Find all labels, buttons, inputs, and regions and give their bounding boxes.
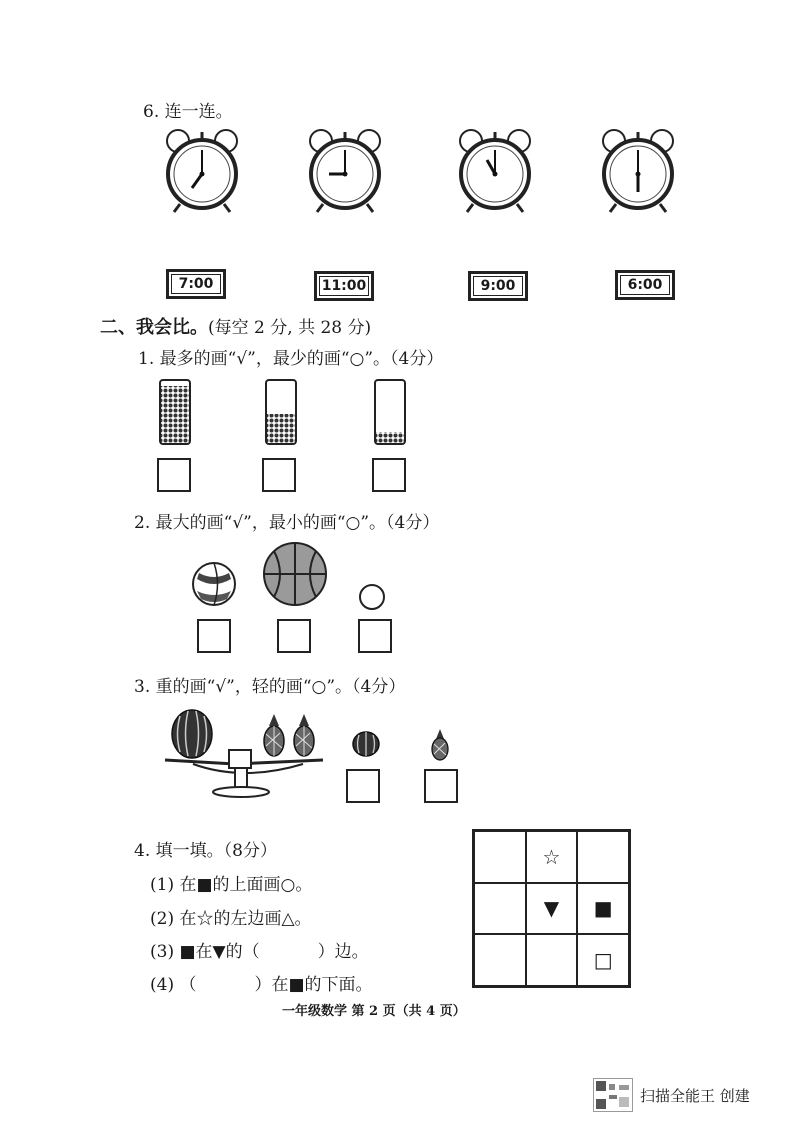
q4-item-text: (2) 在 (150, 909, 197, 929)
answer-box[interactable] (372, 458, 406, 492)
time-label (615, 270, 675, 300)
answer-box[interactable] (157, 458, 191, 492)
section-title: 二、我会比。 (100, 317, 208, 338)
balance-scale-icon (163, 706, 325, 804)
star-symbol: ☆ (196, 909, 214, 929)
answer-box[interactable] (424, 769, 458, 803)
position-grid (472, 829, 631, 988)
answer-box[interactable] (358, 619, 392, 653)
q4-item-text: (4) （ (150, 975, 197, 995)
q4-item-text: (1) 在 (150, 875, 197, 895)
qr-code-icon (593, 1078, 633, 1112)
time-text: 6:00 (620, 275, 670, 295)
small-pineapple-icon (430, 727, 450, 765)
q1-label: 1. 最多的画“√”，最少的画“○”。（4分） (138, 349, 444, 369)
time-label (166, 269, 226, 299)
answer-box[interactable] (197, 619, 231, 653)
q4-item-text: (3) (150, 942, 180, 962)
q2-label: 2. 最大的画“√”，最小的画“○”。（4分） (134, 513, 440, 533)
time-label (314, 271, 374, 301)
grid-cell[interactable] (474, 831, 526, 883)
basketball-icon (262, 541, 328, 611)
watermark-text: 扫描全能王 创建 (640, 1087, 750, 1105)
q4-item-text: 的上面画○。 (212, 875, 313, 895)
alarm-clock-icon (162, 126, 242, 216)
small-watermelon-icon (351, 730, 381, 762)
q4-item-text: 在▼的（ (195, 942, 260, 962)
grid-cell-square[interactable]: ■ (577, 883, 629, 935)
q4-item (150, 904, 312, 929)
q4-item (150, 937, 369, 962)
answer-box[interactable] (346, 769, 380, 803)
beaker-low-icon (373, 378, 407, 450)
time-text: 7:00 (171, 274, 221, 294)
q4-item-text: ）边。 (317, 942, 369, 962)
answer-box[interactable] (262, 458, 296, 492)
answer-box[interactable] (277, 619, 311, 653)
beach-ball-icon (191, 561, 237, 611)
grid-cell[interactable] (474, 934, 526, 986)
q4-label: 4. 填一填。（8分） (134, 841, 277, 861)
time-text: 9:00 (473, 276, 523, 296)
small-ball-icon (358, 583, 386, 615)
q6-label: 6. 连一连。 (143, 102, 233, 122)
alarm-clock-icon (598, 126, 678, 216)
q4-item-text: 的左边画△。 (213, 909, 312, 929)
alarm-clock-icon (455, 126, 535, 216)
beaker-full-icon (158, 378, 192, 450)
q4-item-text: 的下面。 (304, 975, 373, 995)
q4-item (150, 970, 373, 995)
time-text: 11:00 (319, 276, 369, 296)
square-symbol: ■ (196, 875, 213, 895)
grid-cell[interactable] (526, 934, 578, 986)
beaker-half-icon (264, 378, 298, 450)
grid-cell-star[interactable]: ☆ (526, 831, 578, 883)
q4-item (150, 870, 312, 895)
square-symbol: ■ (179, 942, 196, 962)
time-label (468, 271, 528, 301)
q4-item-text: ）在 (254, 975, 289, 995)
section-score: (每空 2 分, 共 28 分) (208, 318, 372, 338)
q3-label: 3. 重的画“√”，轻的画“○”。（4分） (134, 677, 406, 697)
grid-cell-hollow-square[interactable]: □ (577, 934, 629, 986)
section-heading (100, 313, 371, 339)
square-symbol: ■ (288, 975, 305, 995)
alarm-clock-icon (305, 126, 385, 216)
grid-cell-triangle[interactable]: ▼ (526, 883, 578, 935)
grid-cell[interactable] (474, 883, 526, 935)
grid-cell[interactable] (577, 831, 629, 883)
page-footer: 一年级数学 第 2 页（共 4 页） (282, 1004, 466, 1019)
